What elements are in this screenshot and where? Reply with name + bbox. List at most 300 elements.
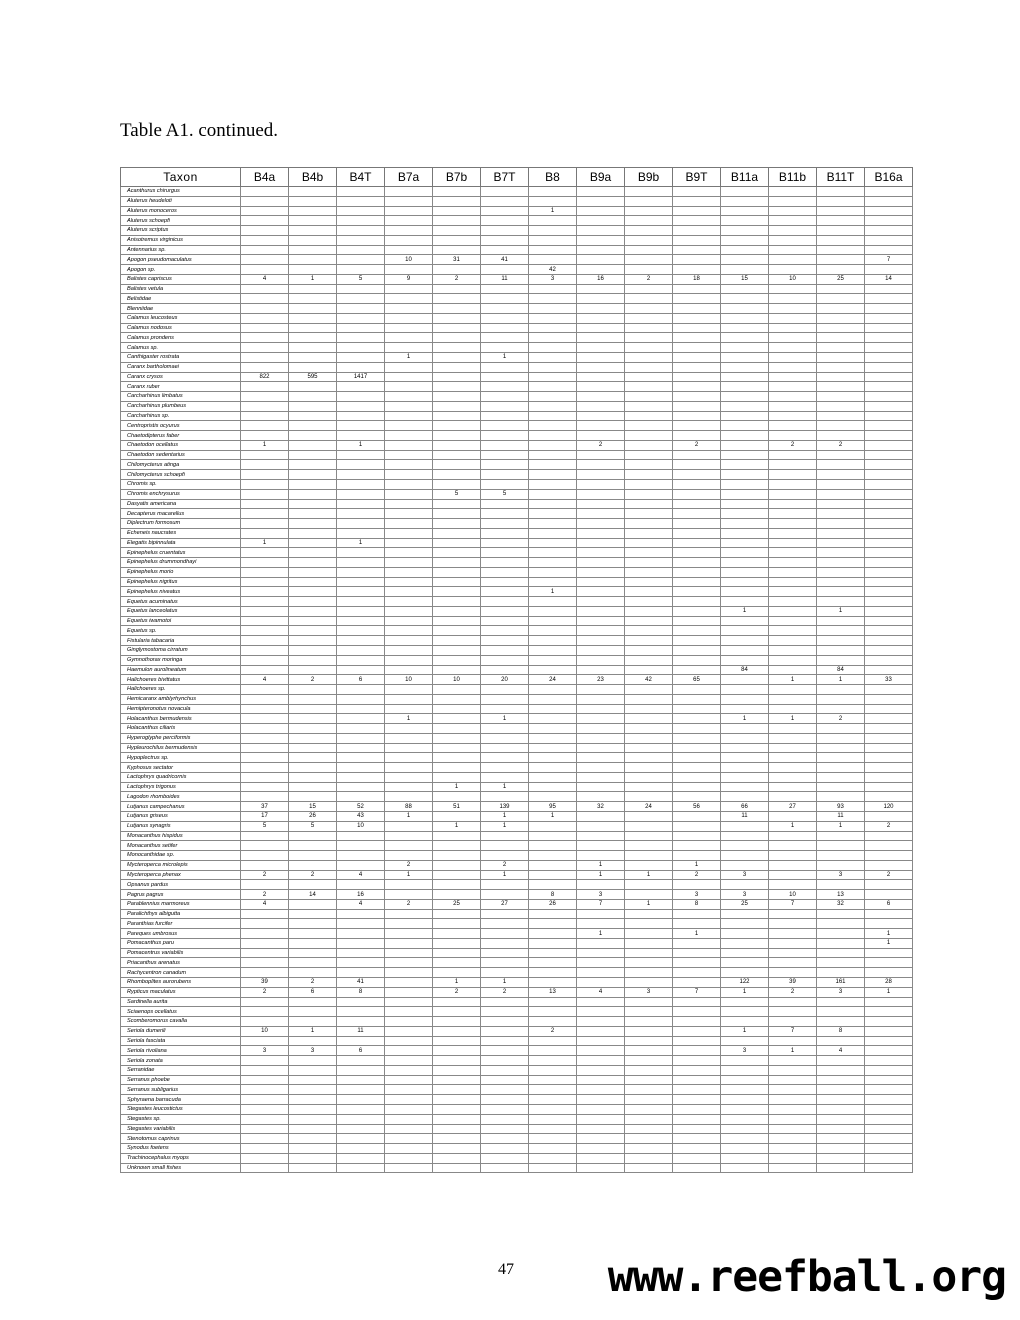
count-cell: 1 bbox=[241, 440, 289, 450]
count-cell bbox=[481, 323, 529, 333]
count-cell bbox=[673, 401, 721, 411]
count-cell bbox=[433, 304, 481, 314]
count-cell bbox=[529, 1163, 577, 1173]
taxon-name-cell: Monacanthus setifer bbox=[121, 841, 241, 851]
taxon-name-cell: Antennarius sp. bbox=[121, 245, 241, 255]
count-cell bbox=[289, 997, 337, 1007]
table-row bbox=[121, 597, 913, 607]
count-cell bbox=[577, 616, 625, 626]
table-row bbox=[121, 431, 913, 441]
count-cell bbox=[769, 479, 817, 489]
taxon-name-cell: Stegastes leucostictus bbox=[121, 1104, 241, 1114]
table-row bbox=[121, 802, 913, 812]
count-cell bbox=[433, 411, 481, 421]
table-row bbox=[121, 1046, 913, 1056]
count-cell bbox=[769, 567, 817, 577]
count-cell bbox=[337, 460, 385, 470]
count-cell bbox=[865, 226, 913, 236]
count-cell bbox=[241, 665, 289, 675]
count-cell bbox=[289, 1134, 337, 1144]
count-cell: 1 bbox=[385, 870, 433, 880]
count-cell bbox=[577, 450, 625, 460]
count-cell bbox=[865, 265, 913, 275]
count-cell bbox=[769, 333, 817, 343]
table-row bbox=[121, 479, 913, 489]
count-cell bbox=[289, 733, 337, 743]
count-cell: 1 bbox=[865, 987, 913, 997]
taxon-name-cell: Balistes vetula bbox=[121, 284, 241, 294]
count-cell bbox=[721, 1065, 769, 1075]
count-cell: 1 bbox=[577, 929, 625, 939]
taxon-name-cell: Hypoplectrus sp. bbox=[121, 753, 241, 763]
taxon-name-cell: Diplectrum formosum bbox=[121, 519, 241, 529]
count-cell bbox=[865, 587, 913, 597]
count-cell bbox=[337, 196, 385, 206]
count-cell bbox=[481, 645, 529, 655]
count-cell bbox=[769, 597, 817, 607]
count-cell bbox=[577, 831, 625, 841]
count-cell bbox=[817, 1163, 865, 1173]
taxon-name-cell: Hypleurochilus bermudensis bbox=[121, 743, 241, 753]
count-cell bbox=[433, 812, 481, 822]
count-cell bbox=[865, 343, 913, 353]
count-cell bbox=[481, 851, 529, 861]
count-cell bbox=[433, 919, 481, 929]
count-cell bbox=[817, 255, 865, 265]
count-cell bbox=[529, 938, 577, 948]
count-cell bbox=[337, 431, 385, 441]
count-cell bbox=[529, 216, 577, 226]
table-row bbox=[121, 255, 913, 265]
count-cell bbox=[289, 206, 337, 216]
count-cell bbox=[865, 567, 913, 577]
count-cell bbox=[577, 401, 625, 411]
count-cell bbox=[481, 1095, 529, 1105]
count-cell bbox=[769, 694, 817, 704]
count-cell bbox=[625, 997, 673, 1007]
count-cell bbox=[673, 1134, 721, 1144]
count-cell bbox=[817, 450, 865, 460]
count-cell bbox=[529, 763, 577, 773]
count-cell bbox=[769, 997, 817, 1007]
count-cell bbox=[817, 997, 865, 1007]
count-cell bbox=[529, 489, 577, 499]
count-cell bbox=[529, 187, 577, 197]
table-row bbox=[121, 938, 913, 948]
count-cell bbox=[817, 284, 865, 294]
count-cell bbox=[577, 694, 625, 704]
count-cell bbox=[673, 519, 721, 529]
table-row bbox=[121, 1144, 913, 1154]
taxon-name-cell: Lutjanus campechanus bbox=[121, 802, 241, 812]
count-cell bbox=[673, 333, 721, 343]
count-cell bbox=[721, 616, 769, 626]
count-cell bbox=[673, 196, 721, 206]
count-cell bbox=[577, 226, 625, 236]
taxon-name-cell: Caranx crysos bbox=[121, 372, 241, 382]
count-cell bbox=[817, 245, 865, 255]
count-cell bbox=[865, 304, 913, 314]
count-cell bbox=[721, 450, 769, 460]
table-row bbox=[121, 1036, 913, 1046]
count-cell bbox=[529, 343, 577, 353]
count-cell bbox=[481, 1114, 529, 1124]
count-cell: 2 bbox=[241, 987, 289, 997]
count-cell: 3 bbox=[817, 870, 865, 880]
table-row bbox=[121, 763, 913, 773]
count-cell bbox=[865, 323, 913, 333]
count-cell bbox=[721, 577, 769, 587]
count-cell bbox=[577, 880, 625, 890]
count-cell bbox=[481, 509, 529, 519]
count-cell bbox=[529, 1046, 577, 1056]
count-cell bbox=[433, 772, 481, 782]
count-cell bbox=[865, 362, 913, 372]
count-cell bbox=[433, 1075, 481, 1085]
count-cell: 15 bbox=[721, 274, 769, 284]
count-cell bbox=[817, 528, 865, 538]
taxon-name-cell: Lagodon rhomboides bbox=[121, 792, 241, 802]
count-cell bbox=[289, 470, 337, 480]
count-cell bbox=[529, 431, 577, 441]
count-cell bbox=[337, 1163, 385, 1173]
count-cell: 1 bbox=[481, 812, 529, 822]
count-cell bbox=[721, 392, 769, 402]
count-cell bbox=[577, 958, 625, 968]
count-cell bbox=[433, 1085, 481, 1095]
count-cell bbox=[769, 489, 817, 499]
count-cell: 2 bbox=[481, 860, 529, 870]
count-cell bbox=[289, 753, 337, 763]
count-cell bbox=[721, 265, 769, 275]
count-cell: 25 bbox=[721, 899, 769, 909]
count-cell bbox=[481, 841, 529, 851]
count-cell bbox=[817, 782, 865, 792]
count-cell bbox=[433, 245, 481, 255]
count-cell bbox=[673, 489, 721, 499]
count-cell bbox=[529, 968, 577, 978]
taxon-name-cell: Kyphosus sectator bbox=[121, 763, 241, 773]
count-cell bbox=[673, 1124, 721, 1134]
table-row bbox=[121, 450, 913, 460]
count-cell bbox=[817, 206, 865, 216]
count-cell bbox=[721, 519, 769, 529]
count-cell bbox=[577, 978, 625, 988]
count-cell bbox=[481, 880, 529, 890]
count-cell: 93 bbox=[817, 802, 865, 812]
count-cell bbox=[481, 1124, 529, 1134]
count-cell bbox=[673, 1114, 721, 1124]
taxon-name-cell: Pareques umbrosus bbox=[121, 929, 241, 939]
count-cell bbox=[433, 626, 481, 636]
count-cell bbox=[289, 899, 337, 909]
count-cell bbox=[385, 987, 433, 997]
count-cell: 1 bbox=[817, 675, 865, 685]
count-cell bbox=[817, 304, 865, 314]
count-cell bbox=[241, 489, 289, 499]
count-cell bbox=[481, 1065, 529, 1075]
count-cell bbox=[673, 626, 721, 636]
count-cell bbox=[289, 1075, 337, 1085]
count-cell bbox=[673, 880, 721, 890]
count-cell: 2 bbox=[673, 440, 721, 450]
table-row bbox=[121, 265, 913, 275]
taxon-count-table bbox=[120, 167, 913, 1173]
count-cell bbox=[433, 294, 481, 304]
count-cell bbox=[385, 440, 433, 450]
taxon-name-cell: Opsanus pardus bbox=[121, 880, 241, 890]
count-cell: 1 bbox=[289, 1026, 337, 1036]
count-cell: 16 bbox=[337, 890, 385, 900]
count-cell bbox=[577, 792, 625, 802]
count-cell: 11 bbox=[721, 812, 769, 822]
count-cell bbox=[577, 685, 625, 695]
count-cell bbox=[769, 938, 817, 948]
count-cell bbox=[577, 255, 625, 265]
count-cell bbox=[385, 294, 433, 304]
count-cell bbox=[241, 753, 289, 763]
count-cell bbox=[289, 1036, 337, 1046]
count-cell: 13 bbox=[529, 987, 577, 997]
taxon-name-cell: Equetus iwamotoi bbox=[121, 616, 241, 626]
count-cell bbox=[817, 938, 865, 948]
count-cell bbox=[385, 919, 433, 929]
count-cell bbox=[481, 216, 529, 226]
count-cell bbox=[673, 343, 721, 353]
count-cell bbox=[529, 479, 577, 489]
count-cell bbox=[433, 1153, 481, 1163]
count-cell: 4 bbox=[241, 899, 289, 909]
count-cell bbox=[481, 958, 529, 968]
taxon-name-cell: Canthigaster rostrata bbox=[121, 353, 241, 363]
count-cell bbox=[385, 1095, 433, 1105]
count-cell bbox=[817, 479, 865, 489]
count-cell bbox=[529, 948, 577, 958]
count-cell bbox=[673, 636, 721, 646]
count-cell bbox=[865, 704, 913, 714]
count-cell bbox=[625, 714, 673, 724]
count-cell: 2 bbox=[817, 440, 865, 450]
count-cell bbox=[769, 733, 817, 743]
count-cell bbox=[289, 880, 337, 890]
count-cell bbox=[673, 1065, 721, 1075]
count-cell bbox=[721, 929, 769, 939]
count-cell bbox=[577, 1114, 625, 1124]
count-cell bbox=[721, 440, 769, 450]
count-cell bbox=[577, 1095, 625, 1105]
count-cell bbox=[673, 392, 721, 402]
count-cell bbox=[289, 245, 337, 255]
count-cell: 4 bbox=[241, 675, 289, 685]
count-cell bbox=[865, 1153, 913, 1163]
count-cell bbox=[529, 235, 577, 245]
count-cell bbox=[721, 1114, 769, 1124]
count-cell bbox=[337, 567, 385, 577]
count-cell bbox=[337, 841, 385, 851]
count-cell bbox=[769, 1095, 817, 1105]
count-cell bbox=[721, 1007, 769, 1017]
count-cell bbox=[385, 1163, 433, 1173]
count-cell bbox=[721, 851, 769, 861]
count-cell bbox=[241, 362, 289, 372]
count-cell: 1 bbox=[337, 440, 385, 450]
count-cell bbox=[481, 1104, 529, 1114]
count-cell bbox=[577, 372, 625, 382]
count-cell bbox=[865, 333, 913, 343]
count-cell: 10 bbox=[433, 675, 481, 685]
count-cell bbox=[625, 1046, 673, 1056]
header-row bbox=[121, 168, 913, 187]
count-cell bbox=[241, 460, 289, 470]
count-cell bbox=[865, 948, 913, 958]
count-cell bbox=[433, 1046, 481, 1056]
count-cell: 43 bbox=[337, 812, 385, 822]
count-cell bbox=[241, 509, 289, 519]
count-cell bbox=[385, 606, 433, 616]
count-cell bbox=[817, 235, 865, 245]
taxon-name-cell: Aluterus heudeloti bbox=[121, 196, 241, 206]
count-cell bbox=[865, 1144, 913, 1154]
table-row bbox=[121, 733, 913, 743]
count-cell bbox=[433, 1124, 481, 1134]
count-cell bbox=[769, 685, 817, 695]
count-cell: 122 bbox=[721, 978, 769, 988]
count-cell bbox=[289, 528, 337, 538]
taxon-name-cell: Serranus subligarius bbox=[121, 1085, 241, 1095]
count-cell bbox=[289, 655, 337, 665]
count-cell bbox=[529, 401, 577, 411]
table-row bbox=[121, 665, 913, 675]
taxon-name-cell: Calamus nodosus bbox=[121, 323, 241, 333]
column-header-b11a: B11a bbox=[721, 168, 769, 187]
count-cell bbox=[529, 421, 577, 431]
count-cell bbox=[337, 587, 385, 597]
count-cell bbox=[673, 538, 721, 548]
count-cell bbox=[625, 333, 673, 343]
count-cell bbox=[625, 792, 673, 802]
taxon-name-cell: Pomacanthus paru bbox=[121, 938, 241, 948]
count-cell: 1 bbox=[241, 538, 289, 548]
count-cell bbox=[769, 636, 817, 646]
count-cell bbox=[673, 245, 721, 255]
count-cell bbox=[865, 1007, 913, 1017]
count-cell bbox=[433, 470, 481, 480]
table-row bbox=[121, 724, 913, 734]
count-cell bbox=[577, 1026, 625, 1036]
count-cell bbox=[577, 421, 625, 431]
count-cell bbox=[865, 665, 913, 675]
table-row bbox=[121, 958, 913, 968]
count-cell: 5 bbox=[241, 821, 289, 831]
column-header-b11t: B11T bbox=[817, 168, 865, 187]
count-cell bbox=[289, 1017, 337, 1027]
table-body bbox=[121, 187, 913, 1173]
table-row bbox=[121, 626, 913, 636]
count-cell bbox=[625, 567, 673, 577]
count-cell bbox=[673, 958, 721, 968]
count-cell bbox=[769, 841, 817, 851]
count-cell bbox=[433, 645, 481, 655]
count-cell bbox=[817, 743, 865, 753]
count-cell bbox=[577, 431, 625, 441]
count-cell bbox=[817, 685, 865, 695]
count-cell bbox=[433, 509, 481, 519]
count-cell bbox=[865, 216, 913, 226]
count-cell: 41 bbox=[481, 255, 529, 265]
table-row bbox=[121, 812, 913, 822]
count-cell: 1 bbox=[721, 714, 769, 724]
count-cell bbox=[289, 1144, 337, 1154]
count-cell bbox=[673, 284, 721, 294]
count-cell bbox=[529, 880, 577, 890]
taxon-name-cell: Serranus phoebe bbox=[121, 1075, 241, 1085]
count-cell bbox=[433, 216, 481, 226]
count-cell: 2 bbox=[865, 870, 913, 880]
count-cell bbox=[481, 548, 529, 558]
count-cell bbox=[529, 597, 577, 607]
count-cell bbox=[577, 1104, 625, 1114]
table-row bbox=[121, 694, 913, 704]
count-cell bbox=[289, 499, 337, 509]
count-cell bbox=[385, 489, 433, 499]
table-row bbox=[121, 538, 913, 548]
count-cell bbox=[817, 1017, 865, 1027]
count-cell bbox=[337, 733, 385, 743]
count-cell bbox=[433, 948, 481, 958]
count-cell bbox=[817, 1114, 865, 1124]
count-cell bbox=[337, 411, 385, 421]
count-cell bbox=[241, 948, 289, 958]
count-cell bbox=[817, 753, 865, 763]
count-cell bbox=[817, 724, 865, 734]
count-cell bbox=[241, 792, 289, 802]
taxon-name-cell: Acanthurus chirurgus bbox=[121, 187, 241, 197]
count-cell bbox=[529, 743, 577, 753]
table-row bbox=[121, 675, 913, 685]
taxon-name-cell: Equetus acuminatus bbox=[121, 597, 241, 607]
count-cell: 5 bbox=[289, 821, 337, 831]
count-cell bbox=[721, 187, 769, 197]
count-cell bbox=[481, 333, 529, 343]
count-cell bbox=[289, 226, 337, 236]
taxon-name-cell: Echeneis naucrates bbox=[121, 528, 241, 538]
count-cell bbox=[433, 1144, 481, 1154]
count-cell bbox=[385, 450, 433, 460]
count-cell bbox=[433, 313, 481, 323]
count-cell bbox=[577, 724, 625, 734]
count-cell: 1 bbox=[481, 870, 529, 880]
count-cell bbox=[241, 782, 289, 792]
count-cell bbox=[625, 401, 673, 411]
count-cell bbox=[625, 880, 673, 890]
count-cell bbox=[337, 1085, 385, 1095]
count-cell bbox=[721, 782, 769, 792]
count-cell: 20 bbox=[481, 675, 529, 685]
count-cell bbox=[817, 919, 865, 929]
count-cell bbox=[433, 519, 481, 529]
count-cell bbox=[529, 245, 577, 255]
count-cell bbox=[817, 294, 865, 304]
count-cell bbox=[721, 460, 769, 470]
count-cell: 7 bbox=[769, 899, 817, 909]
count-cell: 18 bbox=[673, 274, 721, 284]
count-cell bbox=[337, 206, 385, 216]
count-cell bbox=[337, 743, 385, 753]
count-cell bbox=[529, 753, 577, 763]
count-cell bbox=[337, 294, 385, 304]
count-cell bbox=[433, 616, 481, 626]
column-header-b9t: B9T bbox=[673, 168, 721, 187]
